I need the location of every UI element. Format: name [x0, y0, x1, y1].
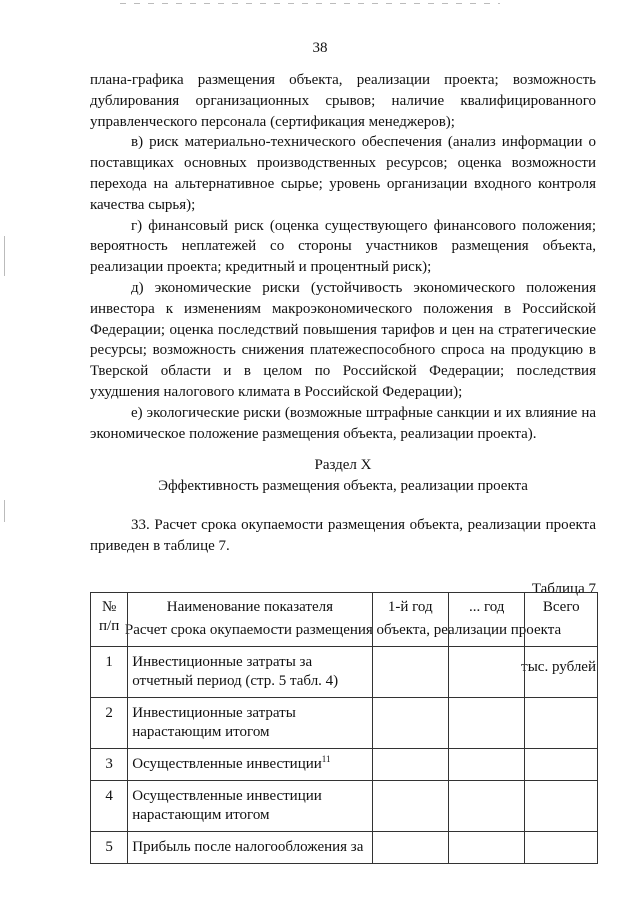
row-num: 2	[91, 698, 128, 749]
paragraph-continuation: плана-графика размещения объекта, реализации проекта; возможность дублирования организационных срывов; наличие квалифицированного управленческого персонала (сертификация менеджеров);	[90, 72, 596, 130]
scan-artifact-line	[120, 3, 500, 4]
header-year1: 1-й год	[372, 593, 448, 647]
row-total-cell	[525, 749, 598, 781]
row-year-n-cell	[448, 749, 524, 781]
row-name: Осуществленные инвестиции$^{11}$	[128, 749, 372, 781]
row-year-n-cell	[448, 832, 524, 864]
row-name: Осуществленные инвестиции нарастающим итогом	[128, 781, 372, 832]
paragraph-33: 33. Расчет срока окупаемости размещения объекта, реализации проекта приведен в таблице 7.	[90, 516, 596, 554]
row-year1-cell	[372, 832, 448, 864]
row-name: Инвестиционные затраты за отчетный период (стр. 5 табл. 4)	[128, 647, 372, 698]
row-total-cell	[525, 647, 598, 698]
table-label: Таблица 7	[531, 580, 596, 597]
row-name: Инвестиционные затраты нарастающим итогом	[128, 698, 372, 749]
document-body	[90, 70, 596, 678]
row-num: 1	[91, 647, 128, 698]
table-row	[91, 647, 598, 698]
table-row	[91, 749, 598, 781]
row-total-cell	[525, 832, 598, 864]
row-name: Прибыль после налогообложения за	[128, 832, 372, 864]
row-num: 5	[91, 832, 128, 864]
row-year-n-cell	[448, 698, 524, 749]
paragraph-risk-d: д) экономические риски (устойчивость экономического положения инвестора к изменениям макроэкономического положения в Российской Федерации; оценка последствий повышения тарифов и цен на стратегические ресурсы; возможность снижения платежеспособного спроса на продукцию в Тверской области и в целом по Российской Федерации; последствия ухудшения налогового климата в Российской Федерации);	[90, 279, 596, 400]
paragraph-risk-e: е) экологические риски (возможные штрафные санкции и их влияние на экономическое положение размещения объекта, реализации проекта).	[90, 404, 596, 442]
header-name: Наименование показателя	[128, 593, 372, 647]
table-header-row	[91, 593, 598, 647]
table-row	[91, 698, 598, 749]
table-row	[91, 832, 598, 864]
row-year1-cell	[372, 781, 448, 832]
table-units: тыс. рублей	[521, 659, 596, 676]
scan-margin-mark	[4, 500, 5, 522]
row-year1-cell	[372, 698, 448, 749]
payback-table	[90, 592, 598, 864]
row-total-cell	[525, 698, 598, 749]
paragraph-risk-g: г) финансовый риск (оценка существующего финансового положения; вероятность неплатежей со стороны участников размещения объекта, реализации проекта; кредитный и процентный риск);	[90, 217, 596, 276]
table-title: Расчет срока окупаемости размещения объекта, реализации проекта	[124, 622, 562, 639]
row-year1-cell	[372, 647, 448, 698]
footnote-ref: 11	[321, 754, 331, 764]
section-subtitle: Эффективность размещения объекта, реализации проекта	[158, 478, 528, 495]
header-num: № п/п	[91, 593, 128, 647]
section-title: Раздел X	[314, 457, 372, 474]
row-year-n-cell	[448, 781, 524, 832]
row-num: 3	[91, 749, 128, 781]
header-year-n: ... год	[448, 593, 524, 647]
page-number: 38	[312, 40, 328, 56]
paragraph-risk-v: в) риск материально-технического обеспечения (анализ информации о поставщиках основных производственных ресурсов; оценка возможности перехода на альтернативное сырье; уровень организации входного контроля качества сырья);	[90, 134, 596, 213]
row-year1-cell	[372, 749, 448, 781]
row-total-cell	[525, 781, 598, 832]
row-num: 4	[91, 781, 128, 832]
header-total: Всего	[525, 593, 598, 647]
scan-margin-mark	[4, 236, 5, 276]
row-year-n-cell	[448, 647, 524, 698]
table-row	[91, 781, 598, 832]
